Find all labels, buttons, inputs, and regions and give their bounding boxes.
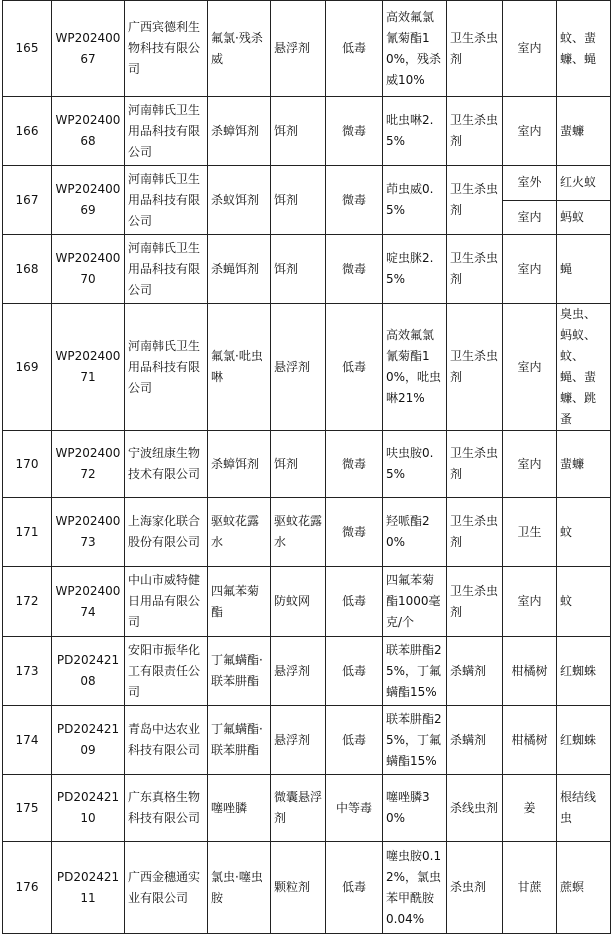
formulation-cell — [271, 842, 326, 934]
registration-number: WP20240068 — [55, 113, 121, 148]
company-name-cell — [125, 842, 208, 934]
row-number-cell — [3, 567, 52, 637]
product-name: 四氟苯菊酯 — [211, 583, 260, 619]
formulation-cell — [271, 166, 326, 235]
pesticide-category: 卫生杀虫剂 — [450, 349, 499, 384]
toxicity-cell — [326, 842, 383, 934]
table-row — [3, 1, 611, 97]
row-number-cell — [3, 97, 52, 166]
row-number-cell — [3, 775, 52, 842]
company-name: 广西金穗通实业有限公司 — [128, 869, 201, 905]
table-row — [3, 842, 611, 934]
control-target-cell — [557, 706, 611, 775]
product-name-cell — [208, 97, 271, 166]
registration-number-cell — [52, 498, 125, 567]
row-number-cell — [3, 304, 52, 431]
product-name: 杀蟑饵剂 — [211, 123, 260, 138]
pesticide-category-cell — [447, 567, 503, 637]
formulation-cell — [271, 775, 326, 842]
active-ingredient-cell — [383, 431, 447, 498]
active-ingredient: 四氟苯菊酯1000毫克/个 — [386, 573, 441, 629]
row-number: 165 — [15, 41, 39, 55]
company-name: 广西宾德利生物科技有限公司 — [128, 20, 201, 76]
product-name-cell — [208, 842, 271, 934]
control-target-cell — [557, 842, 611, 934]
row-number-cell — [3, 166, 52, 235]
company-name-cell — [125, 775, 208, 842]
company-name-cell — [125, 166, 208, 235]
formulation: 防蚊网 — [274, 594, 311, 608]
control-target-cell — [557, 200, 611, 235]
toxicity-cell — [326, 1, 383, 97]
product-name: 氯虫·噻虫胺 — [211, 869, 263, 905]
active-ingredient-cell — [383, 706, 447, 775]
application-site: 姜 — [523, 800, 536, 815]
company-name-cell — [125, 706, 208, 775]
product-name-cell — [208, 235, 271, 304]
product-name-cell — [208, 166, 271, 235]
registration-number: PD20242111 — [56, 869, 120, 905]
application-site: 柑橘树 — [511, 663, 548, 678]
toxicity: 低毒 — [341, 663, 366, 678]
registration-number-cell — [52, 235, 125, 304]
active-ingredient: 高效氟氯氰菊酯10%，吡虫啉21% — [386, 328, 442, 405]
row-number: 167 — [15, 192, 39, 207]
table-row — [3, 166, 611, 201]
product-name: 杀蚁饵剂 — [211, 192, 260, 207]
pesticide-category: 卫生杀虫剂 — [450, 446, 499, 481]
registration-number-cell — [52, 431, 125, 498]
pesticide-category-cell — [447, 97, 503, 166]
row-number-cell — [3, 706, 52, 775]
product-name-cell — [208, 304, 271, 431]
application-site-cell — [503, 97, 557, 166]
application-site: 甘蔗 — [517, 880, 542, 894]
application-site-cell — [503, 775, 557, 842]
toxicity: 微毒 — [341, 524, 366, 539]
toxicity-cell — [326, 706, 383, 775]
application-site: 室内 — [517, 261, 542, 276]
company-name: 上海家化联合股份有限公司 — [128, 514, 201, 549]
formulation-cell — [271, 431, 326, 498]
registration-number: PD20242110 — [56, 790, 120, 825]
company-name: 广东真格生物科技有限公司 — [128, 790, 201, 825]
product-name: 杀蟑饵剂 — [211, 456, 260, 471]
application-site-cell — [503, 706, 557, 775]
formulation: 悬浮剂 — [274, 663, 311, 678]
registration-number-cell — [52, 842, 125, 934]
formulation-cell — [271, 1, 326, 97]
product-name-cell — [208, 567, 271, 637]
table-row — [3, 97, 611, 166]
control-target: 蚂蚁 — [560, 209, 585, 224]
table-row — [3, 637, 611, 706]
product-name-cell — [208, 706, 271, 775]
company-name-cell — [125, 567, 208, 637]
control-target-cell — [557, 1, 611, 97]
active-ingredient-cell — [383, 304, 447, 431]
registration-table — [2, 0, 611, 934]
toxicity-cell — [326, 775, 383, 842]
active-ingredient-cell — [383, 775, 447, 842]
active-ingredient: 高效氟氯氰菊酯10%，残杀威10% — [386, 9, 442, 87]
application-site-cell — [503, 166, 557, 201]
application-site-cell — [503, 200, 557, 235]
control-target: 红蜘蛛 — [560, 663, 597, 678]
application-site: 室内 — [517, 359, 542, 374]
toxicity-cell — [326, 97, 383, 166]
application-site-cell — [503, 431, 557, 498]
company-name-cell — [125, 498, 208, 567]
control-target: 蔗螟 — [560, 880, 585, 894]
formulation: 饵剂 — [274, 192, 299, 207]
product-name: 氟氯·残杀威 — [211, 30, 263, 66]
toxicity: 微毒 — [341, 123, 366, 138]
company-name-cell — [125, 304, 208, 431]
toxicity-cell — [326, 498, 383, 567]
active-ingredient: 吡虫啉2.5% — [386, 113, 434, 148]
company-name: 河南韩氏卫生用品科技有限公司 — [128, 338, 201, 395]
formulation-cell — [271, 498, 326, 567]
product-name-cell — [208, 637, 271, 706]
control-target: 蜚蠊 — [560, 123, 585, 138]
row-number: 172 — [15, 594, 39, 608]
formulation: 悬浮剂 — [274, 359, 311, 374]
formulation: 悬浮剂 — [274, 41, 311, 55]
product-name-cell — [208, 1, 271, 97]
registration-number: WP20240070 — [55, 251, 121, 286]
formulation-cell — [271, 637, 326, 706]
formulation: 饵剂 — [274, 123, 299, 138]
application-site-cell — [503, 1, 557, 97]
formulation: 饵剂 — [274, 261, 299, 276]
registration-number: PD20242108 — [56, 653, 120, 688]
pesticide-category: 卫生杀虫剂 — [450, 583, 499, 619]
toxicity-cell — [326, 304, 383, 431]
registration-number: WP20240071 — [55, 349, 121, 384]
application-site-cell — [503, 567, 557, 637]
control-target-cell — [557, 304, 611, 431]
row-number: 170 — [15, 456, 39, 471]
application-site: 室内 — [517, 456, 542, 471]
row-number: 175 — [15, 800, 39, 815]
toxicity-cell — [326, 166, 383, 235]
active-ingredient: 羟哌酯20% — [386, 514, 430, 549]
company-name: 河南韩氏卫生用品科技有限公司 — [128, 240, 201, 297]
company-name: 河南韩氏卫生用品科技有限公司 — [128, 102, 201, 159]
application-site: 柑橘树 — [511, 732, 548, 747]
row-number: 176 — [15, 880, 39, 894]
row-number-cell — [3, 235, 52, 304]
table-row — [3, 304, 611, 431]
control-target: 臭虫、蚂蚁、蚊、蝇、蜚蠊、跳蚤 — [560, 307, 597, 426]
toxicity: 低毒 — [341, 359, 366, 374]
application-site: 室外 — [517, 175, 542, 190]
control-target: 根结线虫 — [560, 790, 597, 825]
active-ingredient-cell — [383, 235, 447, 304]
pesticide-category-cell — [447, 637, 503, 706]
table-row — [3, 235, 611, 304]
pesticide-category: 卫生杀虫剂 — [450, 514, 499, 549]
company-name-cell — [125, 235, 208, 304]
registration-number: WP20240067 — [55, 30, 121, 66]
registration-number-cell — [52, 97, 125, 166]
company-name-cell — [125, 1, 208, 97]
formulation-cell — [271, 706, 326, 775]
control-target: 蚊 — [560, 594, 573, 608]
pesticide-category-cell — [447, 842, 503, 934]
toxicity-cell — [326, 431, 383, 498]
formulation: 悬浮剂 — [274, 732, 311, 747]
registration-number: WP20240074 — [55, 583, 121, 619]
active-ingredient-cell — [383, 842, 447, 934]
control-target: 蚊 — [560, 524, 573, 539]
row-number: 174 — [15, 732, 39, 747]
pesticide-category: 杀虫剂 — [450, 880, 487, 894]
active-ingredient-cell — [383, 97, 447, 166]
toxicity-cell — [326, 567, 383, 637]
application-site-cell — [503, 235, 557, 304]
active-ingredient: 噻虫胺0.12%，氯虫苯甲酰胺0.04% — [386, 848, 442, 926]
control-target-cell — [557, 431, 611, 498]
registration-number-cell — [52, 304, 125, 431]
registration-number-cell — [52, 1, 125, 97]
table-row — [3, 775, 611, 842]
pesticide-category-cell — [447, 431, 503, 498]
registration-number-cell — [52, 637, 125, 706]
toxicity: 低毒 — [341, 732, 366, 747]
company-name: 中山市威特健日用品有限公司 — [128, 573, 201, 629]
pesticide-category: 卫生杀虫剂 — [450, 182, 499, 217]
product-name-cell — [208, 498, 271, 567]
application-site: 室内 — [517, 123, 542, 138]
pesticide-category-cell — [447, 166, 503, 235]
application-site: 室内 — [517, 594, 542, 608]
toxicity: 低毒 — [341, 880, 366, 894]
product-name-cell — [208, 775, 271, 842]
row-number: 173 — [15, 663, 39, 678]
pesticide-category-cell — [447, 304, 503, 431]
control-target-cell — [557, 166, 611, 201]
application-site: 卫生 — [517, 524, 542, 539]
pesticide-category: 杀螨剂 — [450, 732, 487, 747]
control-target-cell — [557, 235, 611, 304]
active-ingredient: 联苯肼酯25%，丁氟螨酯15% — [386, 642, 442, 699]
toxicity: 微毒 — [341, 261, 366, 276]
active-ingredient: 茚虫威0.5% — [386, 182, 434, 217]
control-target: 蚊、蜚蠊、蝇 — [560, 30, 597, 66]
active-ingredient-cell — [383, 567, 447, 637]
company-name: 河南韩氏卫生用品科技有限公司 — [128, 171, 201, 228]
toxicity: 微毒 — [341, 192, 366, 207]
product-name: 氟氯·吡虫啉 — [211, 349, 263, 384]
company-name: 安阳市振华化工有限责任公司 — [128, 642, 201, 699]
registration-number-cell — [52, 706, 125, 775]
company-name: 宁波纽康生物技术有限公司 — [128, 446, 201, 481]
row-number: 168 — [15, 261, 39, 276]
registration-number-cell — [52, 567, 125, 637]
row-number-cell — [3, 1, 52, 97]
control-target-cell — [557, 97, 611, 166]
company-name: 青岛中达农业科技有限公司 — [128, 722, 201, 757]
application-site-cell — [503, 498, 557, 567]
control-target: 蜚蠊 — [560, 456, 585, 471]
pesticide-category: 卫生杀虫剂 — [450, 251, 499, 286]
active-ingredient: 联苯肼酯25%，丁氟螨酯15% — [386, 711, 442, 768]
control-target: 红蜘蛛 — [560, 732, 597, 747]
table-row — [3, 431, 611, 498]
company-name-cell — [125, 637, 208, 706]
registration-number: WP20240073 — [55, 514, 121, 549]
active-ingredient-cell — [383, 637, 447, 706]
registration-number: WP20240072 — [55, 446, 121, 481]
product-name: 噻唑膦 — [211, 800, 248, 815]
application-site-cell — [503, 842, 557, 934]
control-target: 蝇 — [560, 261, 573, 276]
active-ingredient-cell — [383, 166, 447, 235]
formulation: 颗粒剂 — [274, 880, 311, 894]
product-name: 丁氟螨酯·联苯肼酯 — [211, 722, 263, 757]
control-target: 红火蚁 — [560, 175, 597, 190]
company-name-cell — [125, 97, 208, 166]
formulation-cell — [271, 567, 326, 637]
product-name: 驱蚊花露水 — [211, 514, 260, 549]
active-ingredient: 噻唑膦30% — [386, 790, 430, 825]
registration-number-cell — [52, 166, 125, 235]
row-number-cell — [3, 498, 52, 567]
formulation-cell — [271, 97, 326, 166]
active-ingredient: 啶虫脒2.5% — [386, 251, 434, 286]
formulation-cell — [271, 235, 326, 304]
toxicity: 微毒 — [341, 456, 366, 471]
formulation-cell — [271, 304, 326, 431]
registration-number: PD20242109 — [56, 722, 120, 757]
toxicity: 低毒 — [341, 41, 366, 55]
pesticide-category: 杀线虫剂 — [450, 800, 499, 815]
formulation: 驱蚊花露水 — [274, 514, 323, 549]
row-number-cell — [3, 842, 52, 934]
application-site: 室内 — [517, 41, 542, 55]
row-number: 169 — [15, 359, 39, 374]
pesticide-category: 卫生杀虫剂 — [450, 113, 499, 148]
toxicity-cell — [326, 235, 383, 304]
toxicity: 中等毒 — [335, 800, 372, 815]
row-number-cell — [3, 431, 52, 498]
control-target-cell — [557, 498, 611, 567]
pesticide-category-cell — [447, 1, 503, 97]
pesticide-category-cell — [447, 775, 503, 842]
pesticide-category-cell — [447, 498, 503, 567]
product-name: 杀蝇饵剂 — [211, 261, 260, 276]
control-target-cell — [557, 567, 611, 637]
application-site-cell — [503, 637, 557, 706]
company-name-cell — [125, 431, 208, 498]
toxicity: 低毒 — [341, 594, 366, 608]
table-row — [3, 567, 611, 637]
table-body — [3, 1, 611, 934]
active-ingredient-cell — [383, 1, 447, 97]
control-target-cell — [557, 775, 611, 842]
row-number-cell — [3, 637, 52, 706]
pesticide-category: 杀螨剂 — [450, 663, 487, 678]
toxicity-cell — [326, 637, 383, 706]
registration-number-cell — [52, 775, 125, 842]
formulation: 饵剂 — [274, 456, 299, 471]
control-target-cell — [557, 637, 611, 706]
product-name: 丁氟螨酯·联苯肼酯 — [211, 653, 263, 688]
application-site: 室内 — [517, 209, 542, 224]
pesticide-category: 卫生杀虫剂 — [450, 30, 499, 66]
active-ingredient: 呋虫胺0.5% — [386, 446, 434, 481]
product-name-cell — [208, 431, 271, 498]
row-number: 171 — [15, 524, 39, 539]
registration-number: WP20240069 — [55, 182, 121, 217]
pesticide-category-cell — [447, 706, 503, 775]
formulation: 微囊悬浮剂 — [274, 790, 323, 825]
application-site-cell — [503, 304, 557, 431]
row-number: 166 — [15, 123, 39, 138]
table-row — [3, 498, 611, 567]
active-ingredient-cell — [383, 498, 447, 567]
pesticide-category-cell — [447, 235, 503, 304]
table-row — [3, 706, 611, 775]
